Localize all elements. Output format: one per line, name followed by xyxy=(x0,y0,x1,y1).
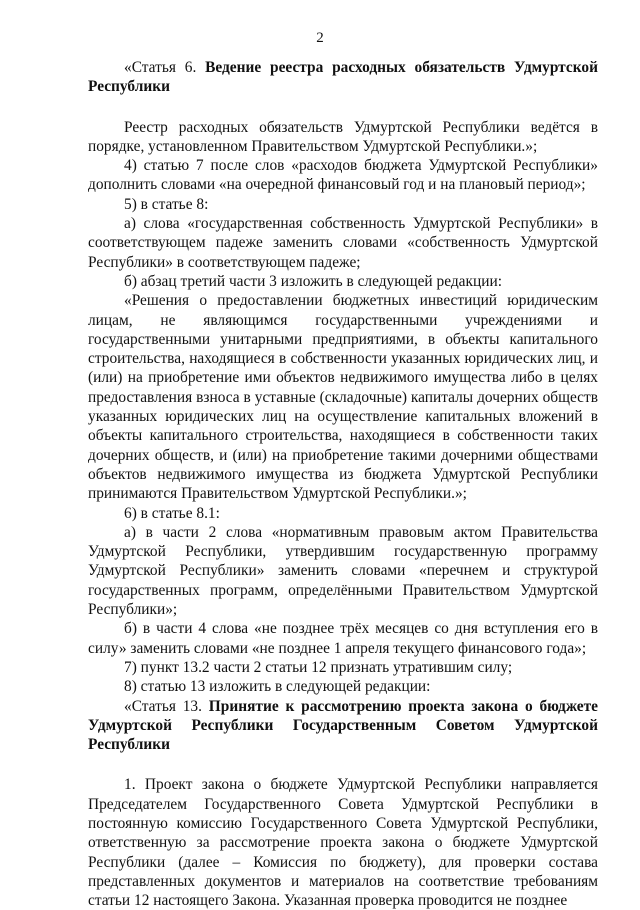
document-body xyxy=(88,58,598,910)
paragraph: 7) пункт 13.2 части 2 статьи 12 признать утратившим силу; xyxy=(124,658,513,676)
article-6-heading xyxy=(88,58,598,97)
paragraph: 1. Проект закона о бюджете Удмуртской Республики направляется Председателем Государственного Совета Удмуртской Республики в постоянную комиссию Государственного Совета Удмуртской Республики, ответственную за рассмотрение проекта закона о бюджете Удмуртской Республики (далее – Комиссия по бюджету), для проверки состава представленных документов и материалов на соответствие требованиям статьи 12 настоящего Закона. Указанная проверка проводится не позднее xyxy=(88,776,598,910)
paragraph: Реестр расходных обязательств Удмуртской Республики ведётся в порядке, установленном Правительством Удмуртской Республики.»; xyxy=(88,118,598,155)
paragraph: а) в части 2 слова «нормативным правовым актом Правительства Удмуртской Республики, утвердившим государственную программу Удмуртской Республики» заменить словами «перечнем и структурой государственных программ, определёнными Правительством Удмуртской Республики»; xyxy=(88,523,598,619)
article-13-prefix: «Статья 13. xyxy=(124,697,209,715)
paragraph: б) абзац третий части 3 изложить в следующей редакции: xyxy=(124,272,502,290)
page-number: 2 xyxy=(316,30,324,46)
article-6-prefix: «Статья 6. xyxy=(124,59,206,76)
article-6-title: Ведение реестра расходных обязательств Удмуртской Республики xyxy=(88,59,598,96)
paragraph: 8) статью 13 изложить в следующей редакции: xyxy=(124,678,431,696)
article-13-heading xyxy=(88,697,598,755)
paragraph: «Решения о предоставлении бюджетных инвестиций юридическим лицам, не являющимся государственными учреждениями и государственными унитарными предприятиями, в объекты капитального строительства, находящиеся в собственности указанных юридических лиц, и (или) на приобретение ими объектов недвижимого имущества либо в целях предоставления взноса в уставные (складочные) капиталы дочерних обществ указанных юридических лиц на осуществление капитальных вложений в объекты капитального строительства, находящиеся в собственности таких дочерних обществ, и (или) на приобретение такими дочерними обществами объектов недвижимого имущества из бюджета Удмуртской Республики принимаются Правительством Удмуртской Республики.»; xyxy=(88,292,598,503)
paragraph: а) слова «государственная собственность Удмуртской Республики» в соответствующем падеже заменить словами «собственность Удмуртской Республики» в соответствующем падеже; xyxy=(88,215,598,271)
paragraph: 4) статью 7 после слов «расходов бюджета Удмуртской Республики» дополнить словами «на очередной финансовый год и на плановый период»; xyxy=(88,157,598,194)
spacer xyxy=(88,754,598,775)
paragraph: 6) в статье 8.1: xyxy=(124,504,220,522)
paragraph: 5) в статье 8: xyxy=(124,195,209,213)
article-13-title: Принятие к рассмотрению проекта закона о бюджете Удмуртской Республики Государственным Советом Удмуртской Республики xyxy=(88,697,598,754)
spacer xyxy=(88,97,598,118)
paragraph: б) в части 4 слова «не позднее трёх месяцев со дня вступления его в силу» заменить словами «не позднее 1 апреля текущего финансового года»; xyxy=(88,620,598,657)
